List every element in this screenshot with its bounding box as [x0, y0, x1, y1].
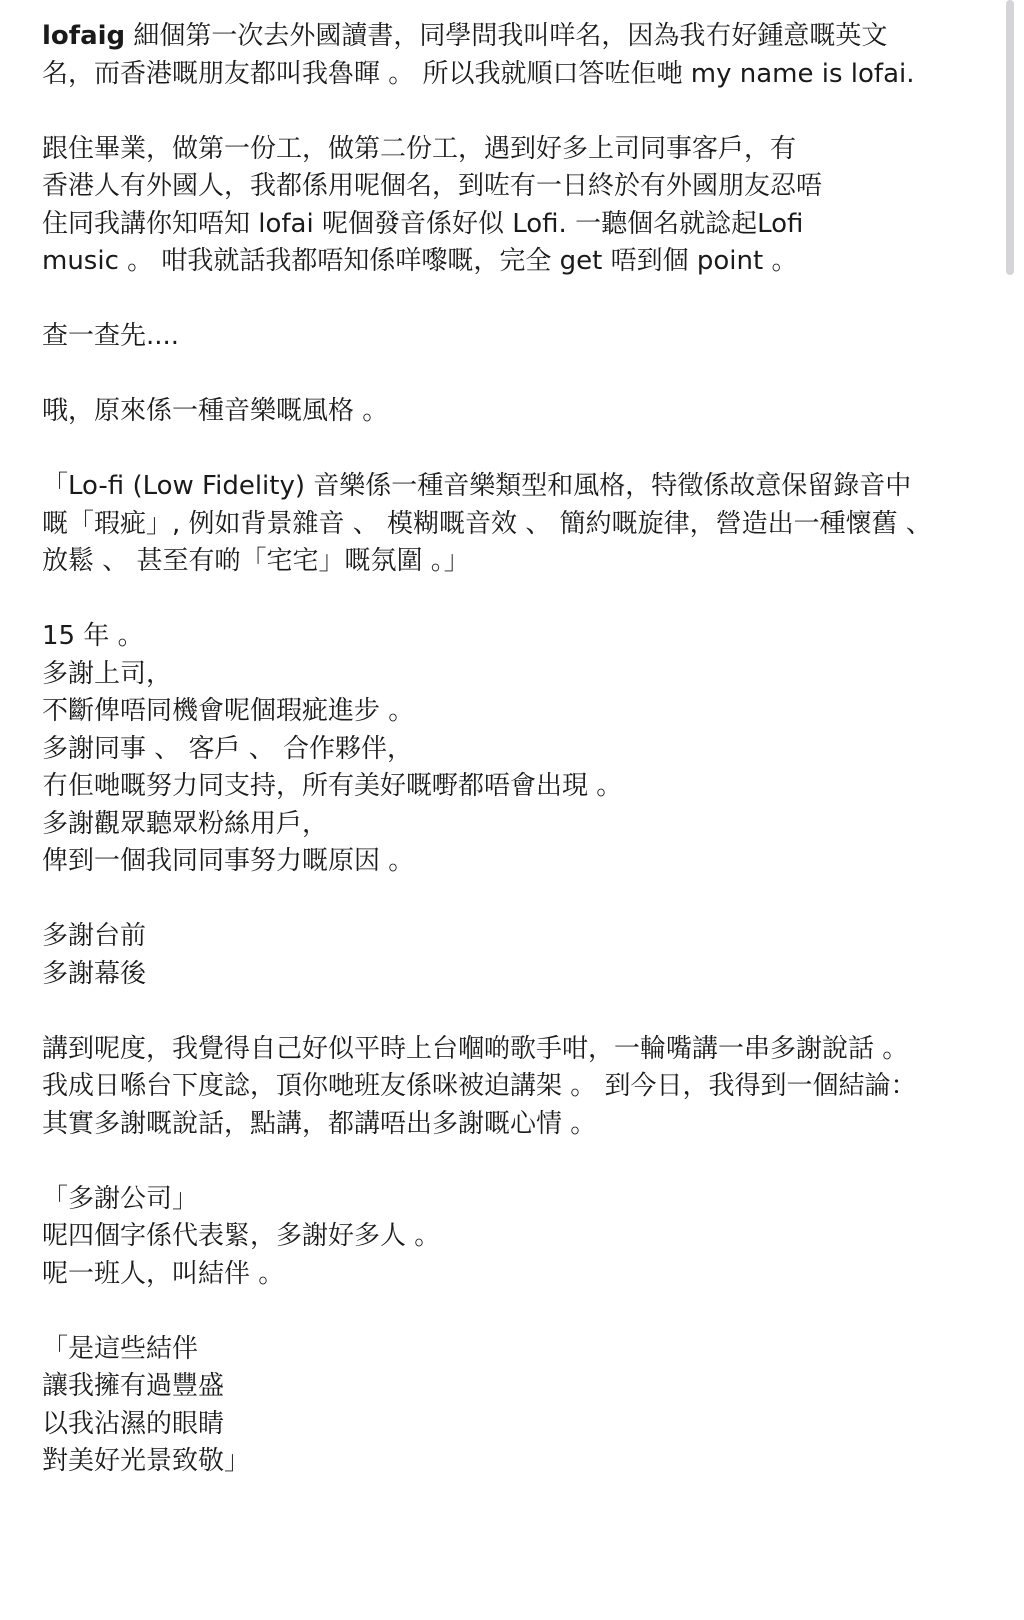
text-line: 多謝台前: [42, 921, 147, 951]
paragraph-company: [42, 1181, 972, 1294]
text-line: 跟住畢業，做第一份工，做第二份工，遇到好多上司同事客戶，有: [42, 133, 797, 164]
username[interactable]: lofaig: [42, 21, 126, 51]
paragraph-discovery: [42, 393, 972, 431]
text-line: 哦，原來係一種音樂嘅風格 。: [42, 396, 389, 426]
text-line: 我成日喺台下度諗，頂你哋班友係咪被迫講架 。 到今日，我得到一個結論：: [42, 1071, 917, 1101]
text-line: 多謝上司，: [42, 658, 173, 689]
text-line: 講到呢度，我覺得自己好似平時上台嗰啲歌手咁，一輪嘴講一串多謝說話 。: [42, 1033, 909, 1064]
text-line: 冇佢哋嘅努力同支持，所有美好嘅嘢都唔會出現 。: [42, 771, 623, 801]
paragraph-intro: [42, 18, 972, 93]
paragraph-lyrics: [42, 1331, 972, 1481]
text-line: 「Lo-fi (Low Fidelity) 音樂係一種音樂類型和風格，特徵係故意保留錄音中: [42, 471, 912, 501]
text-line: 以我沾濕的眼睛: [42, 1408, 225, 1439]
text-line: 俾到一個我同同事努力嘅原因 。: [42, 846, 415, 876]
paragraph-stage: [42, 918, 972, 993]
text-line: 多謝觀眾聽眾粉絲用戶，: [42, 808, 329, 839]
text-line: 嘅「瑕疵」, 例如背景雜音 、 模糊嘅音效 、 簡約嘅旋律，營造出一種懷舊 、: [42, 508, 932, 539]
text-line: 放鬆 、 甚至有啲「宅宅」嘅氛圍 。」: [42, 546, 470, 576]
paragraph-lookup: [42, 318, 972, 356]
text-line: 名，而香港嘅朋友都叫我魯暉 。 所以我就順口答咗佢哋 my name is lofai.: [42, 58, 915, 89]
paragraph-lofi-quote: [42, 468, 972, 581]
text-line: 呢一班人，叫結伴 。: [42, 1258, 285, 1289]
text-line: music 。 咁我就話我都唔知係咩嚟嘅，完全 get 唔到個 point 。: [42, 246, 798, 276]
text-line: 「多謝公司」: [42, 1183, 199, 1214]
paragraph-work: [42, 131, 972, 281]
text-line: 「是這些結伴: [42, 1333, 199, 1364]
text-line: 查一查先....: [42, 321, 180, 351]
paragraph-conclusion: [42, 1031, 972, 1144]
text-line: 其實多謝嘅說話，點講，都講唔出多謝嘅心情 。: [42, 1108, 597, 1139]
text-line: 住同我講你知唔知 lofai 呢個發音係好似 Lofi. 一聽個名就諗起Lofi: [42, 208, 804, 239]
text-line: 多謝同事 、 客戶 、 合作夥伴，: [42, 733, 414, 764]
text-line: 讓我擁有過豐盛: [42, 1371, 225, 1401]
text-line: 呢四個字係代表緊，多謝好多人 。: [42, 1221, 441, 1251]
paragraph-thanks: [42, 618, 972, 881]
text-line: 香港人有外國人，我都係用呢個名，到咗有一日終於有外國朋友忍唔: [42, 171, 823, 201]
text-line: [42, 18, 972, 56]
text-line: 15 年 。: [42, 621, 144, 651]
text-segment: 細個第一次去外國讀書，同學問我叫咩名，因為我冇好鍾意嘅英文: [125, 21, 888, 51]
scrollbar[interactable]: [1006, 0, 1014, 275]
post-body: [42, 18, 972, 1518]
text-line: 多謝幕後: [42, 958, 147, 989]
text-line: 對美好光景致敬」: [42, 1446, 251, 1476]
text-line: 不斷俾唔同機會呢個瑕疵進步 。: [42, 696, 415, 726]
